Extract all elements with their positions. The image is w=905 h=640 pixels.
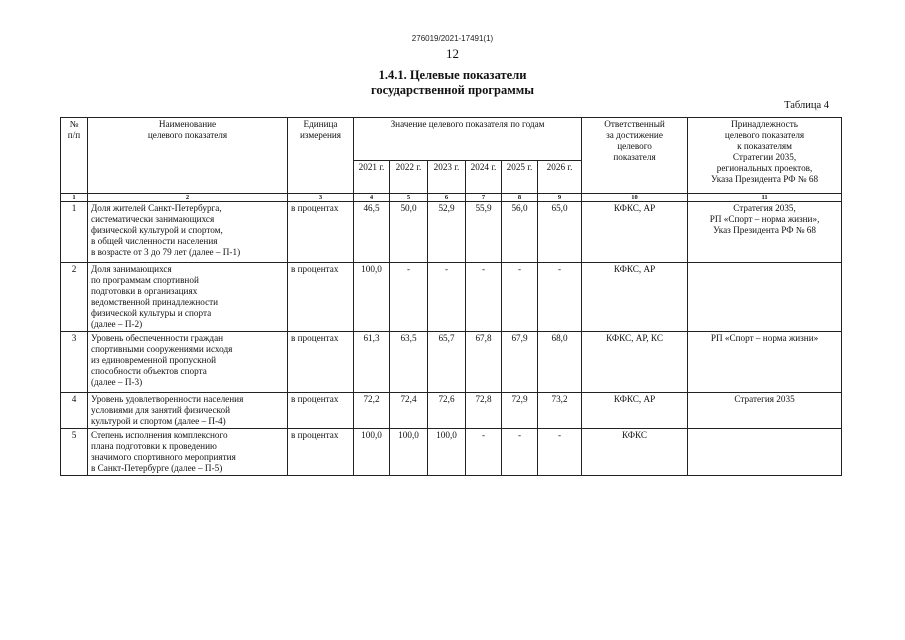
value-cell: 100,0 [390,429,428,476]
header-responsible: Ответственный за достижение целевого показателя [582,118,688,194]
table-row [61,393,842,429]
row-number: 4 [61,393,88,429]
value-cell: 100,0 [354,429,390,476]
value-cell: 68,0 [538,332,582,393]
value-cell: 73,2 [538,393,582,429]
column-number: 10 [582,194,688,202]
header-affiliation: Принадлежность целевого показателя к показателям Стратегии 2035, региональных проектов, Указа Президента РФ № 68 [688,118,842,194]
value-cell: 72,2 [354,393,390,429]
value-cell: 61,3 [354,332,390,393]
value-cell: 52,9 [428,202,466,263]
indicator-name: Доля занимающихся по программам спортивной подготовки в организациях ведомственной принадлежности физической культуры и спорта (далее – П-2) [88,263,288,332]
page-number: 12 [446,46,459,61]
row-number: 1 [61,202,88,263]
affiliation-cell: Стратегия 2035, РП «Спорт – норма жизни», Указ Президента РФ № 68 [688,202,842,263]
indicator-name: Уровень удовлетворенности населения условиями для занятий физической культурой и спортом (далее – П-4) [88,393,288,429]
value-cell: - [390,263,428,332]
table-row [61,429,842,476]
header-year: 2023 г. [428,161,466,194]
document-id: 276019/2021-17491(1) [411,34,494,43]
column-number: 2 [88,194,288,202]
responsible-cell: КФКС [582,429,688,476]
row-number: 3 [61,332,88,393]
affiliation-cell: Стратегия 2035 [688,393,842,429]
value-cell: - [428,263,466,332]
responsible-cell: КФКС, АР [582,263,688,332]
value-cell: 100,0 [428,429,466,476]
header-values-group: Значение целевого показателя по годам [354,118,582,161]
indicator-name: Степень исполнения комплексного плана подготовки к проведению значимого спортивного мероприятия в Санкт-Петербурге (далее – П-5) [88,429,288,476]
indicator-name: Уровень обеспеченности граждан спортивными сооружениями исходя из единовременной пропускной способности объектов спорта (далее – П-3) [88,332,288,393]
value-cell: - [538,263,582,332]
table-row [61,202,842,263]
header-num: № п/п [61,118,88,194]
column-number: 4 [354,194,390,202]
unit-cell: в процентах [288,202,354,263]
value-cell: 56,0 [502,202,538,263]
value-cell: - [466,263,502,332]
unit-cell: в процентах [288,332,354,393]
value-cell: 63,5 [390,332,428,393]
table-row [61,332,842,393]
value-cell: 72,6 [428,393,466,429]
header-year: 2022 г. [390,161,428,194]
value-cell: 65,0 [538,202,582,263]
value-cell: 67,8 [466,332,502,393]
table-caption: Таблица 4 [784,100,829,111]
value-cell: 72,8 [466,393,502,429]
value-cell: - [502,429,538,476]
affiliation-cell: РП «Спорт – норма жизни» [688,332,842,393]
value-cell: - [538,429,582,476]
responsible-cell: КФКС, АР, КС [582,332,688,393]
title-line-2: государственной программы [370,83,535,97]
value-cell: 72,4 [390,393,428,429]
column-number: 3 [288,194,354,202]
title-line-1: 1.4.1. Целевые показатели [378,68,527,82]
value-cell: 72,9 [502,393,538,429]
value-cell: 46,5 [354,202,390,263]
header-year: 2026 г. [538,161,582,194]
responsible-cell: КФКС, АР [582,393,688,429]
column-number: 9 [538,194,582,202]
row-number: 5 [61,429,88,476]
value-cell: - [502,263,538,332]
header-year: 2021 г. [354,161,390,194]
column-number-row [61,194,842,202]
unit-cell: в процентах [288,393,354,429]
responsible-cell: КФКС, АР [582,202,688,263]
target-indicators-table [60,117,842,476]
header-unit: Единица измерения [288,118,354,194]
affiliation-cell [688,429,842,476]
affiliation-cell [688,263,842,332]
row-number: 2 [61,263,88,332]
column-number: 5 [390,194,428,202]
value-cell: 55,9 [466,202,502,263]
indicator-name: Доля жителей Санкт-Петербурга, систематически занимающихся физической культурой и спортом, в общей численности населения в возрасте от 3 до 79 лет (далее – П-1) [88,202,288,263]
value-cell: 100,0 [354,263,390,332]
value-cell: 50,0 [390,202,428,263]
value-cell: - [466,429,502,476]
header-year: 2025 г. [502,161,538,194]
section-title [0,68,905,98]
value-cell: 65,7 [428,332,466,393]
column-number: 11 [688,194,842,202]
table-row [61,263,842,332]
unit-cell: в процентах [288,263,354,332]
header-year: 2024 г. [466,161,502,194]
column-number: 8 [502,194,538,202]
header-name: Наименование целевого показателя [88,118,288,194]
column-number: 6 [428,194,466,202]
table-body [61,202,842,476]
column-number: 1 [61,194,88,202]
unit-cell: в процентах [288,429,354,476]
value-cell: 67,9 [502,332,538,393]
column-number: 7 [466,194,502,202]
